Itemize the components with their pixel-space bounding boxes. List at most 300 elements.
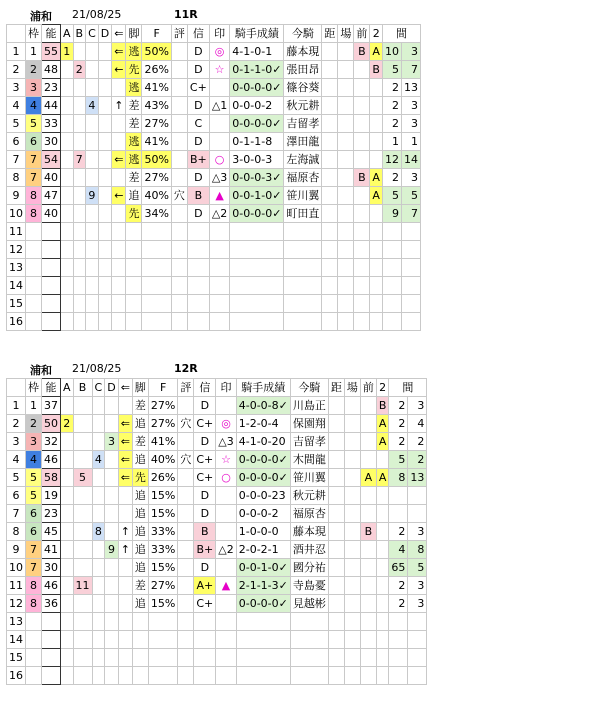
cell-f: 15%	[148, 487, 177, 505]
empty-cell	[338, 259, 354, 277]
empty-cell	[322, 277, 338, 295]
empty-cell	[194, 613, 216, 631]
empty-cell	[73, 313, 86, 331]
cell-shin: A+	[194, 577, 216, 595]
cell-arrow	[112, 115, 126, 133]
row-number: 5	[7, 469, 26, 487]
header-cell: 能	[42, 25, 61, 43]
cell-ba	[338, 79, 354, 97]
empty-cell	[118, 613, 132, 631]
header-cell: 脚	[132, 379, 148, 397]
cell-k2: 14	[401, 151, 420, 169]
empty-cell	[26, 223, 42, 241]
cell-arrow: ⇐	[118, 433, 132, 451]
cell-a	[61, 487, 74, 505]
cell-ni	[370, 97, 383, 115]
cell-konki: 秋元耕	[284, 97, 322, 115]
cell-waku: 6	[26, 505, 42, 523]
cell-d	[98, 133, 111, 151]
cell-shin: D	[194, 397, 216, 415]
cell-k1: 8	[389, 469, 408, 487]
cell-ba	[338, 169, 354, 187]
cell-arrow: ←	[112, 61, 126, 79]
cell-k2: 4	[408, 415, 427, 433]
cell-d	[105, 559, 118, 577]
row-number: 2	[7, 415, 26, 433]
empty-row	[7, 277, 421, 295]
cell-ni	[376, 505, 389, 523]
cell-jseiseki: 0-0-0-2	[230, 97, 284, 115]
cell-f: 33%	[148, 523, 177, 541]
table-row	[7, 43, 421, 61]
header-cell: B	[73, 379, 92, 397]
cell-b	[73, 169, 86, 187]
cell-nou: 32	[42, 433, 61, 451]
empty-cell	[370, 223, 383, 241]
cell-kyori	[328, 415, 344, 433]
cell-konki: 吉留孝	[284, 115, 322, 133]
table-row	[7, 397, 427, 415]
cell-ni: B	[376, 397, 389, 415]
empty-cell	[42, 631, 61, 649]
cell-arrow	[118, 559, 132, 577]
header-cell: F	[148, 379, 177, 397]
header-cell: ⇐	[112, 25, 126, 43]
empty-cell	[118, 631, 132, 649]
cell-ba	[344, 505, 360, 523]
cell-waku: 8	[26, 577, 42, 595]
empty-cell	[61, 259, 74, 277]
cell-arrow	[118, 505, 132, 523]
cell-zen	[360, 487, 376, 505]
empty-cell	[230, 295, 284, 313]
cell-d	[98, 115, 111, 133]
cell-c	[92, 577, 105, 595]
cell-ba	[344, 469, 360, 487]
cell-d	[105, 523, 118, 541]
empty-cell	[171, 241, 187, 259]
header-cell: 場	[338, 25, 354, 43]
empty-cell	[73, 613, 92, 631]
cell-k1: 4	[389, 541, 408, 559]
cell-ni	[376, 523, 389, 541]
empty-cell	[389, 649, 408, 667]
cell-k1: 2	[389, 433, 408, 451]
cell-waku: 6	[26, 523, 42, 541]
header-cell: 間	[389, 379, 427, 397]
cell-mark: ▲	[209, 187, 229, 205]
cell-ni: A	[370, 43, 383, 61]
empty-cell	[171, 313, 187, 331]
cell-ni	[376, 595, 389, 613]
empty-cell	[112, 277, 126, 295]
empty-cell	[61, 295, 74, 313]
cell-d	[105, 415, 118, 433]
empty-cell	[26, 631, 42, 649]
cell-f: 26%	[142, 61, 171, 79]
empty-cell	[360, 631, 376, 649]
cell-kyori	[322, 97, 338, 115]
cell-k1: 5	[382, 61, 401, 79]
empty-cell	[73, 223, 86, 241]
cell-k2: 7	[401, 205, 420, 223]
cell-jseiseki: 3-0-0-3	[230, 151, 284, 169]
empty-cell	[354, 223, 370, 241]
cell-hyo	[178, 577, 194, 595]
empty-cell	[98, 241, 111, 259]
cell-k1: 12	[382, 151, 401, 169]
table-row	[7, 61, 421, 79]
cell-nou: 30	[42, 133, 61, 151]
table-row	[7, 169, 421, 187]
table-row	[7, 505, 427, 523]
cell-mark: ○	[209, 151, 229, 169]
header-cell: 2	[376, 379, 389, 397]
cell-nou: 58	[42, 469, 61, 487]
cell-k1: 5	[382, 187, 401, 205]
cell-b	[73, 79, 86, 97]
empty-cell	[86, 241, 99, 259]
cell-hyo	[178, 559, 194, 577]
cell-shin: B	[194, 523, 216, 541]
cell-ni: B	[370, 61, 383, 79]
cell-jseiseki: 0-0-0-3✓	[230, 169, 284, 187]
empty-cell	[344, 649, 360, 667]
cell-ba	[338, 115, 354, 133]
table-row	[7, 115, 421, 133]
cell-ba	[338, 133, 354, 151]
cell-a	[61, 397, 74, 415]
empty-cell	[92, 631, 105, 649]
row-number: 11	[7, 223, 26, 241]
cell-waku: 8	[26, 595, 42, 613]
cell-k2: 1	[401, 133, 420, 151]
empty-cell	[401, 259, 420, 277]
cell-konki: 見越彬	[290, 595, 328, 613]
empty-cell	[187, 295, 209, 313]
cell-konki: 福原杏	[290, 505, 328, 523]
cell-shin: D	[187, 169, 209, 187]
header-cell: 印	[216, 379, 236, 397]
table-row	[7, 415, 427, 433]
header-cell: 評	[171, 25, 187, 43]
cell-f: 40%	[148, 451, 177, 469]
cell-b	[73, 205, 86, 223]
empty-cell	[178, 667, 194, 685]
cell-kyori	[328, 451, 344, 469]
empty-cell	[148, 667, 177, 685]
cell-a	[61, 205, 74, 223]
empty-cell	[61, 241, 74, 259]
cell-arrow	[112, 169, 126, 187]
race-table	[6, 378, 427, 685]
empty-cell	[105, 631, 118, 649]
cell-a	[61, 469, 74, 487]
cell-zen	[354, 115, 370, 133]
empty-cell	[290, 649, 328, 667]
cell-mark	[216, 487, 236, 505]
empty-cell	[98, 223, 111, 241]
empty-cell	[376, 667, 389, 685]
cell-hyo	[171, 205, 187, 223]
cell-zen	[360, 505, 376, 523]
header-cell: D	[98, 25, 111, 43]
cell-waku: 8	[26, 205, 42, 223]
cell-k1	[389, 487, 408, 505]
cell-konki: 秋元耕	[290, 487, 328, 505]
empty-cell	[370, 241, 383, 259]
cell-shin: C+	[194, 595, 216, 613]
empty-cell	[216, 631, 236, 649]
empty-cell	[322, 241, 338, 259]
cell-a	[61, 541, 74, 559]
cell-b: 7	[73, 151, 86, 169]
cell-waku: 1	[26, 397, 42, 415]
cell-b	[73, 559, 92, 577]
cell-konki: 笹川翼	[284, 187, 322, 205]
cell-shin: D	[187, 133, 209, 151]
empty-cell	[42, 259, 61, 277]
cell-ni	[376, 577, 389, 595]
empty-cell	[86, 259, 99, 277]
cell-waku: 6	[26, 133, 42, 151]
cell-nou: 48	[42, 61, 61, 79]
cell-a	[61, 151, 74, 169]
empty-cell	[132, 631, 148, 649]
cell-nou: 54	[42, 151, 61, 169]
cell-k1: 2	[382, 169, 401, 187]
empty-cell	[284, 241, 322, 259]
cell-waku: 7	[26, 151, 42, 169]
cell-ba	[344, 541, 360, 559]
empty-cell	[344, 631, 360, 649]
empty-cell	[42, 295, 61, 313]
empty-cell	[389, 613, 408, 631]
header-cell: D	[105, 379, 118, 397]
cell-waku: 7	[26, 169, 42, 187]
table-row	[7, 151, 421, 169]
cell-k1: 9	[382, 205, 401, 223]
cell-waku: 5	[26, 115, 42, 133]
cell-nou: 30	[42, 559, 61, 577]
cell-konki: 國分祐	[290, 559, 328, 577]
empty-cell	[61, 313, 74, 331]
cell-f: 26%	[148, 469, 177, 487]
empty-cell	[26, 259, 42, 277]
cell-b	[73, 523, 92, 541]
cell-shin: C+	[187, 79, 209, 97]
empty-cell	[98, 295, 111, 313]
cell-b	[73, 43, 86, 61]
row-number: 8	[7, 523, 26, 541]
cell-nou: 23	[42, 79, 61, 97]
empty-cell	[216, 613, 236, 631]
cell-jseiseki: 1-0-0-0	[236, 523, 290, 541]
cell-k2: 5	[401, 187, 420, 205]
empty-cell	[26, 241, 42, 259]
cell-arrow: ⇐	[118, 415, 132, 433]
row-number: 1	[7, 43, 26, 61]
cell-a	[61, 595, 74, 613]
empty-cell	[171, 295, 187, 313]
cell-ni: A	[376, 415, 389, 433]
race-header	[0, 6, 603, 24]
header-cell: 前	[354, 25, 370, 43]
cell-konki: 篠谷葵	[284, 79, 322, 97]
cell-shin: B	[187, 187, 209, 205]
cell-arrow: ⇐	[118, 451, 132, 469]
cell-waku: 4	[26, 451, 42, 469]
empty-row	[7, 295, 421, 313]
empty-cell	[290, 631, 328, 649]
cell-hyo	[178, 397, 194, 415]
cell-kyaku: 逃	[126, 151, 142, 169]
cell-zen	[354, 61, 370, 79]
header-cell: A	[61, 379, 74, 397]
cell-kyaku: 先	[132, 469, 148, 487]
cell-shin: D	[194, 433, 216, 451]
cell-zen	[354, 187, 370, 205]
cell-a	[61, 169, 74, 187]
cell-c: 9	[86, 187, 99, 205]
cell-jseiseki: 0-0-0-0✓	[230, 79, 284, 97]
cell-k1: 2	[382, 97, 401, 115]
cell-c	[86, 43, 99, 61]
empty-cell	[209, 241, 229, 259]
cell-kyori	[328, 487, 344, 505]
cell-kyaku: 追	[132, 523, 148, 541]
cell-kyaku: 追	[132, 415, 148, 433]
empty-cell	[322, 313, 338, 331]
empty-cell	[338, 277, 354, 295]
empty-cell	[408, 649, 427, 667]
row-number: 14	[7, 277, 26, 295]
cell-d	[98, 43, 111, 61]
cell-zen	[360, 415, 376, 433]
empty-cell	[284, 277, 322, 295]
cell-k2: 3	[401, 43, 420, 61]
empty-cell	[187, 277, 209, 295]
cell-waku: 5	[26, 487, 42, 505]
empty-cell	[209, 277, 229, 295]
cell-konki: 藤本現	[284, 43, 322, 61]
cell-zen	[354, 79, 370, 97]
empty-cell	[42, 613, 61, 631]
empty-cell	[86, 295, 99, 313]
cell-f: 27%	[148, 397, 177, 415]
cell-d	[105, 451, 118, 469]
empty-cell	[178, 649, 194, 667]
cell-nou: 41	[42, 541, 61, 559]
empty-cell	[105, 649, 118, 667]
cell-d	[98, 61, 111, 79]
empty-cell	[126, 223, 142, 241]
cell-kyaku: 逃	[126, 43, 142, 61]
cell-f: 27%	[148, 415, 177, 433]
empty-cell	[142, 259, 171, 277]
cell-k2: 8	[408, 541, 427, 559]
empty-row	[7, 613, 427, 631]
cell-nou: 23	[42, 505, 61, 523]
venue-name: 浦和	[30, 364, 52, 377]
header-cell: 前	[360, 379, 376, 397]
empty-cell	[132, 667, 148, 685]
cell-k2	[408, 487, 427, 505]
cell-d	[105, 577, 118, 595]
cell-kyaku: 差	[132, 577, 148, 595]
cell-kyori	[322, 187, 338, 205]
cell-shin: D	[187, 61, 209, 79]
empty-cell	[73, 259, 86, 277]
cell-kyaku: 差	[126, 169, 142, 187]
empty-cell	[360, 649, 376, 667]
cell-d: 9	[105, 541, 118, 559]
cell-b	[73, 595, 92, 613]
empty-cell	[112, 313, 126, 331]
cell-k2: 3	[408, 397, 427, 415]
cell-nou: 45	[42, 523, 61, 541]
race-date: 21/08/25	[72, 362, 122, 375]
empty-cell	[376, 631, 389, 649]
empty-cell	[142, 295, 171, 313]
cell-nou: 46	[42, 451, 61, 469]
header-row	[7, 379, 427, 397]
cell-kyaku: 逃	[126, 133, 142, 151]
cell-kyori	[328, 559, 344, 577]
cell-nou: 40	[42, 169, 61, 187]
cell-ni: A	[376, 469, 389, 487]
cell-mark	[209, 79, 229, 97]
cell-mark: ☆	[216, 451, 236, 469]
cell-f: 27%	[142, 115, 171, 133]
cell-hyo	[171, 61, 187, 79]
empty-cell	[73, 295, 86, 313]
cell-konki: 木間龍	[290, 451, 328, 469]
cell-ba	[338, 61, 354, 79]
cell-c	[86, 151, 99, 169]
cell-jseiseki: 4-1-0-1	[230, 43, 284, 61]
cell-mark: △2	[216, 541, 236, 559]
row-number: 14	[7, 631, 26, 649]
cell-konki: 酒井忍	[290, 541, 328, 559]
cell-jseiseki: 0-0-0-0✓	[236, 451, 290, 469]
cell-ni	[370, 205, 383, 223]
row-number: 10	[7, 205, 26, 223]
cell-k2: 2	[408, 451, 427, 469]
cell-f: 15%	[148, 595, 177, 613]
cell-kyaku: 追	[132, 595, 148, 613]
cell-kyori	[322, 115, 338, 133]
cell-d	[98, 79, 111, 97]
header-cell: 距	[322, 25, 338, 43]
cell-kyaku: 追	[132, 541, 148, 559]
cell-k2: 2	[408, 433, 427, 451]
cell-f: 41%	[142, 79, 171, 97]
row-number: 10	[7, 559, 26, 577]
empty-cell	[354, 313, 370, 331]
header-cell: 2	[370, 25, 383, 43]
table-row	[7, 487, 427, 505]
table-row	[7, 97, 421, 115]
empty-cell	[408, 631, 427, 649]
cell-a	[61, 61, 74, 79]
cell-ba	[338, 43, 354, 61]
race-number: 11R	[174, 8, 198, 21]
cell-k2: 3	[401, 115, 420, 133]
row-number: 15	[7, 295, 26, 313]
cell-b	[73, 415, 92, 433]
cell-waku: 7	[26, 541, 42, 559]
